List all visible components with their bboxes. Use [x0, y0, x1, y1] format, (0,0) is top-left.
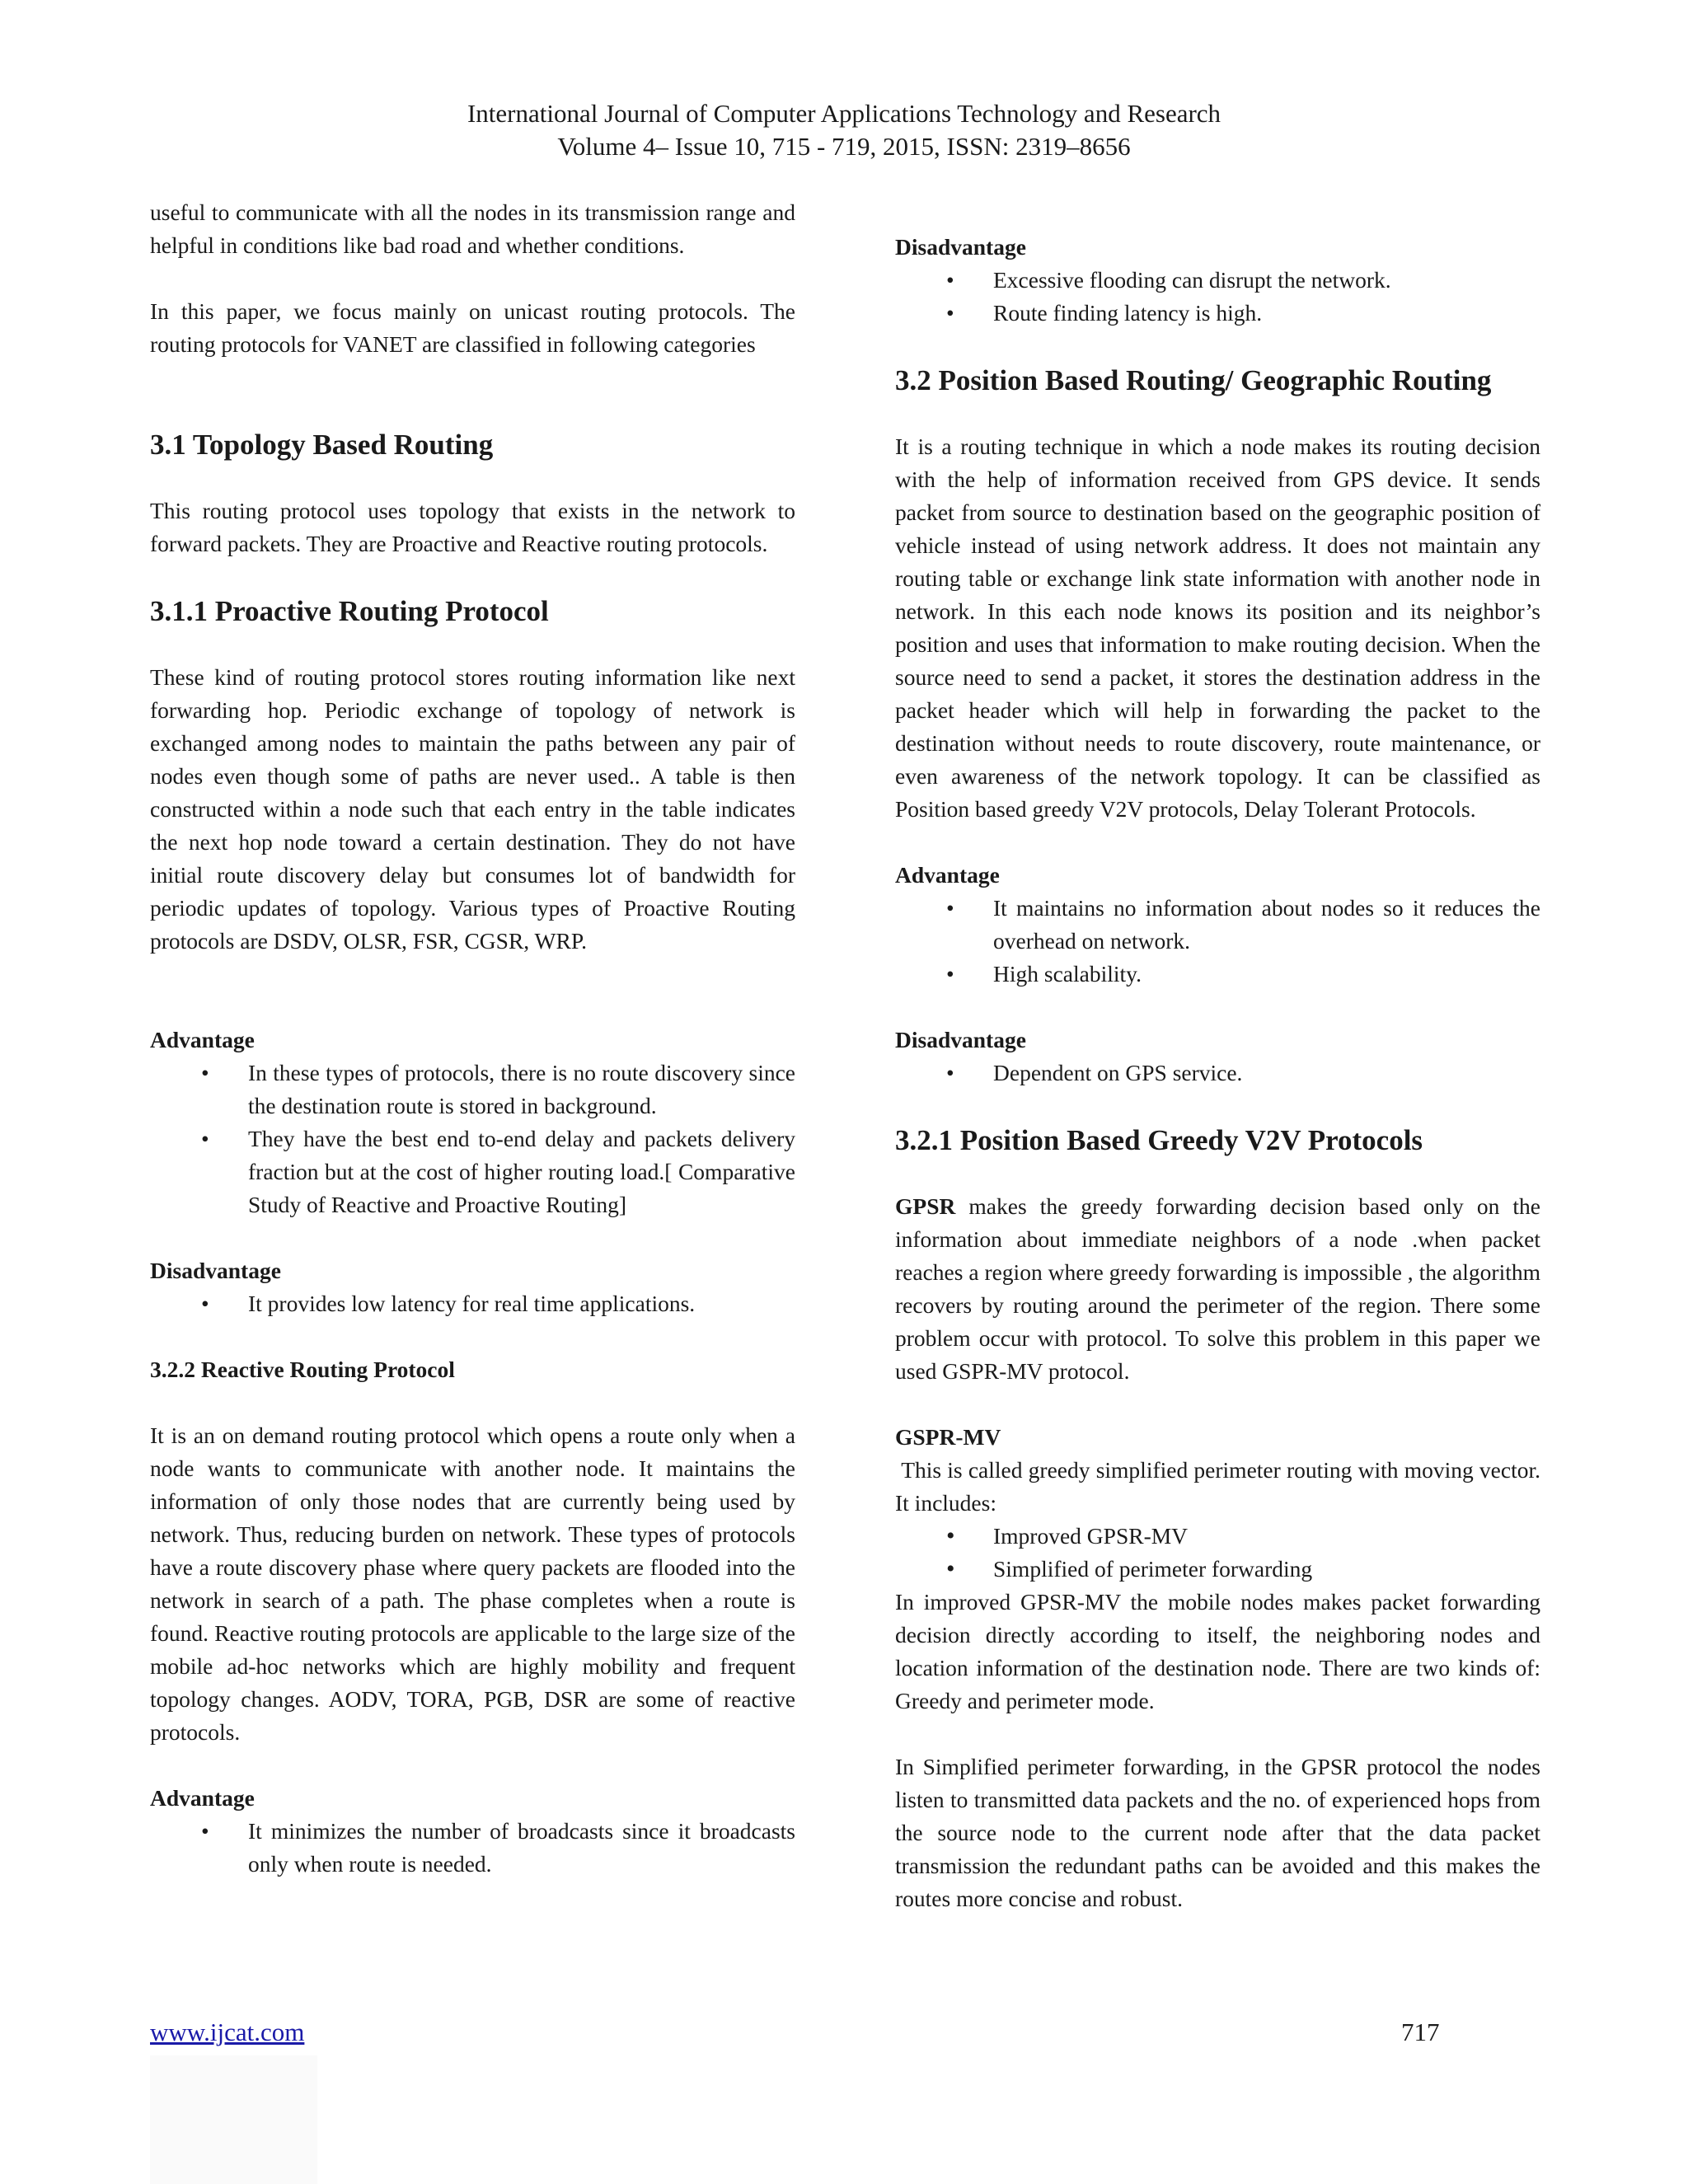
footer-shade: [150, 2055, 317, 2184]
list-item: • It provides low latency for real time applications.: [150, 1287, 795, 1320]
left-column: [150, 196, 795, 1881]
gpsr-term: GPSR: [895, 1193, 956, 1219]
improved-gpsr-mv-paragraph: In improved GPSR-MV the mobile nodes makes packet forwarding decision directly according to itself, the neighboring nodes and location information of the destination node. There are two kinds of: Greedy and perimeter mode.: [895, 1589, 1540, 1713]
advantage-label-1: Advantage: [150, 1027, 255, 1052]
section-3-2-2-paragraph: It is an on demand routing protocol which opens a route only when a node wants to communicate with another node. It maintains the information of only those nodes that are currently being used by network. Thus, reducing burden on network. These types of protocols have a route discovery phase where query packets are flooded into the network in search of a path. The phase completes when a route is found. Reactive routing protocols are applicable to the large size of the mobile ad-hoc networks which are highly mobility and frequent topology changes. AODV, TORA, PGB, DSR are some of reactive protocols.: [150, 1422, 795, 1745]
section-heading-3-1-1: 3.1.1 Proactive Routing Protocol: [150, 595, 549, 627]
list-item: • High scalability.: [895, 958, 1540, 991]
gspr-mv-label: GSPR-MV: [895, 1424, 1001, 1450]
disadvantage-label-3: Disadvantage: [895, 1027, 1026, 1052]
list-item: • Excessive flooding can disrupt the network.: [895, 264, 1540, 297]
list-item: • Improved GPSR-MV: [895, 1520, 1540, 1553]
gspr-mv-paragraph: This is called greedy simplified perimeter routing with moving vector. It includes:: [895, 1457, 1546, 1516]
bullet-icon: •: [946, 267, 954, 293]
bullet-icon: •: [946, 961, 954, 987]
footer-website-link[interactable]: www.ijcat.com: [150, 2018, 305, 2046]
simplified-perimeter-paragraph: In Simplified perimeter forwarding, in the GPSR protocol the nodes listen to transmitted data packets and the no. of experienced hops from the source node to the current node after that the data packet transmission the redundant paths can be avoided and this makes the routes more concise and robust.: [895, 1754, 1540, 1911]
bullet-icon: •: [201, 1818, 209, 1844]
disadvantage-label-2: Disadvantage: [895, 234, 1026, 260]
right-column: [895, 231, 1546, 1915]
journal-volume: Volume 4– Issue 10, 715 - 719, 2015, ISSN: 2319–8656: [557, 132, 1131, 161]
bullet-icon: •: [201, 1291, 209, 1316]
bullet-icon: •: [946, 1522, 955, 1549]
section-3-1-paragraph: This routing protocol uses topology that exists in the network to forward packets. They are Proactive and Reactive routing protocols.: [150, 498, 795, 556]
section-heading-3-2-2: 3.2.2 Reactive Routing Protocol: [150, 1357, 455, 1382]
bullet-icon: •: [946, 1060, 954, 1085]
intro-paragraph-2: In this paper, we focus mainly on unicast routing protocols. The routing protocols for VANET are classified in following categories: [150, 298, 795, 357]
disadvantage-label-1: Disadvantage: [150, 1258, 281, 1283]
section-heading-3-2-1: 3.2.1 Position Based Greedy V2V Protocols: [895, 1124, 1423, 1156]
intro-paragraph-1: useful to communicate with all the nodes in its transmission range and helpful in conditions like bad road and whether conditions.: [150, 199, 795, 258]
list-item: • It minimizes the number of broadcasts since it broadcasts only when route is needed.: [150, 1815, 795, 1881]
advantage-label-2: Advantage: [150, 1785, 255, 1811]
section-3-2-paragraph: It is a routing technique in which a node makes its routing decision with the help of information received from GPS device. It sends packet from source to destination based on the geographic position of vehicle instead of using network address. It does not maintain any routing table or exchange link state information with another node in network. In this each node knows its position and its neighbor’s position and uses that information to make routing decision. When the source need to send a packet, it stores the destination address in the packet header which will help in forwarding the packet to the destination without needs to route discovery, route maintenance, or even awareness of the network topology. It can be classified as Position based greedy V2V protocols, Delay Tolerant Protocols.: [895, 434, 1540, 822]
bullet-icon: •: [946, 895, 954, 921]
advantage-list-3: [895, 892, 1540, 991]
list-item: • Route finding latency is high.: [895, 297, 1540, 330]
advantage-list-1: [150, 1057, 795, 1221]
bullet-icon: •: [201, 1126, 209, 1151]
advantage-list-2: [150, 1815, 795, 1881]
disadvantage-list-2: [895, 264, 1540, 330]
bullet-icon: •: [946, 300, 954, 326]
journal-title: International Journal of Computer Applications Technology and Research: [467, 99, 1221, 128]
page-number: 717: [1401, 2018, 1440, 2046]
gspr-mv-list: [895, 1520, 1540, 1586]
section-heading-3-2: 3.2 Position Based Routing/ Geographic Routing: [895, 364, 1492, 396]
list-item: • In these types of protocols, there is no route discovery since the destination route is stored in background.: [150, 1057, 795, 1122]
advantage-label-3: Advantage: [895, 862, 1000, 888]
list-item: • Simplified of perimeter forwarding: [895, 1553, 1540, 1586]
section-3-1-1-paragraph: These kind of routing protocol stores routing information like next forwarding hop. Periodic exchange of topology of network is exchanged among nodes to maintain the paths between any pair of nodes even though some of paths are never used.. A table is then constructed within a node such that each entry in the table indicates the next hop node toward a certain destination. They do not have initial route discovery delay but consumes lot of bandwidth for periodic updates of topology. Various types of Proactive Routing protocols are DSDV, OLSR, FSR, CGSR, WRP.: [150, 664, 795, 954]
list-item: • It maintains no information about nodes so it reduces the overhead on network.: [895, 892, 1540, 958]
gpsr-paragraph: GPSR makes the greedy forwarding decision based only on the information about immediate neighbors of a node .when packet reaches a region where greedy forwarding is impossible , the algorithm recovers by routing around the perimeter of the region. There some problem occur with protocol. To solve this problem in this paper we used GSPR-MV protocol.: [895, 1193, 1540, 1384]
disadvantage-list-1: [150, 1287, 795, 1320]
page-header: [0, 97, 1688, 163]
list-item: • They have the best end to-end delay and packets delivery fraction but at the cost of higher routing load.[ Comparative Study of Reactive and Proactive Routing]: [150, 1122, 795, 1221]
bullet-icon: •: [946, 1555, 955, 1582]
disadvantage-list-3: [895, 1057, 1540, 1090]
bullet-icon: •: [201, 1060, 209, 1085]
section-heading-3-1: 3.1 Topology Based Routing: [150, 429, 494, 461]
list-item: • Dependent on GPS service.: [895, 1057, 1540, 1090]
